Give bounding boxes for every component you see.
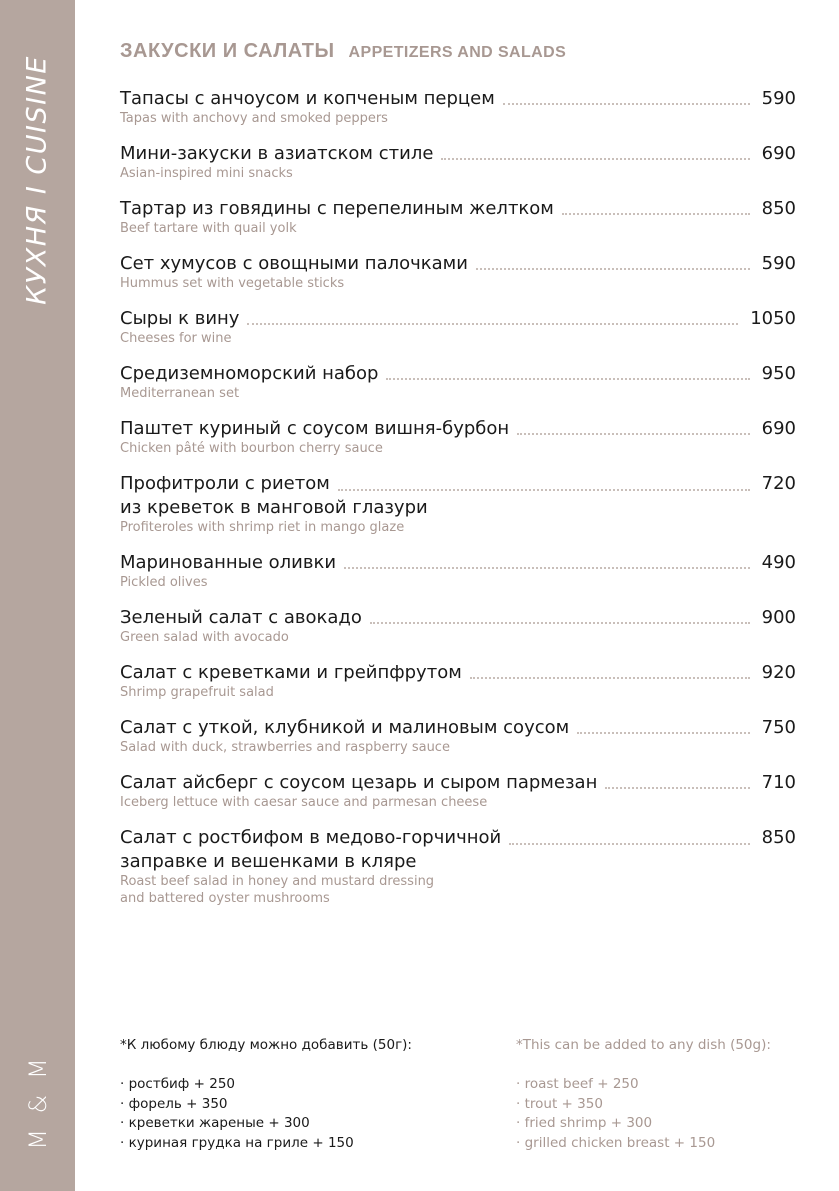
dot-leader <box>577 732 749 734</box>
menu-item <box>120 87 796 127</box>
menu-item <box>120 252 796 292</box>
item-name-en: Mediterranean set <box>120 386 240 401</box>
item-name-en: Asian-inspired mini snacks <box>120 166 293 181</box>
item-name-ru: Сыры к вину <box>120 308 240 329</box>
menu-item <box>120 716 796 756</box>
item-price: 710 <box>761 772 796 793</box>
item-name-en: Chicken pâté with bourbon cherry sauce <box>120 441 383 456</box>
addon-item: · trout + 350 <box>516 1095 771 1115</box>
menu-item <box>120 771 796 811</box>
addons-list-en <box>516 1075 771 1153</box>
item-name-en: Profiteroles with shrimp riet in mango glaze <box>120 520 405 535</box>
item-price: 590 <box>761 253 796 274</box>
item-name-ru: Маринованные оливки <box>120 552 337 573</box>
addon-item: · ростбиф + 250 <box>120 1075 412 1095</box>
item-price: 690 <box>761 418 796 439</box>
item-name-en: Beef tartare with quail yolk <box>120 221 297 236</box>
dot-leader <box>562 213 750 215</box>
item-price: 720 <box>761 473 796 494</box>
menu-item <box>120 142 796 182</box>
item-name-en: Cheeses for wine <box>120 331 232 346</box>
dot-leader <box>503 103 750 105</box>
item-name-ru: Мини-закуски в азиатском стиле <box>120 143 434 164</box>
menu-item <box>120 826 796 907</box>
item-name-ru-line2: заправке и вешенками в кляре <box>120 851 417 872</box>
menu-item <box>120 472 796 536</box>
heading-ru: ЗАКУСКИ И САЛАТЫ <box>120 40 335 62</box>
item-price: 900 <box>761 607 796 628</box>
menu-item <box>120 417 796 457</box>
item-price: 690 <box>761 143 796 164</box>
menu-item <box>120 551 796 591</box>
item-price: 920 <box>761 662 796 683</box>
dot-leader <box>476 268 750 270</box>
addon-item: · fried shrimp + 300 <box>516 1114 771 1134</box>
addon-item: · форель + 350 <box>120 1095 412 1115</box>
menu-item <box>120 307 796 347</box>
item-price: 1050 <box>750 308 796 329</box>
item-price: 850 <box>761 827 796 848</box>
item-name-ru-line2: из креветок в манговой глазури <box>120 497 428 518</box>
dot-leader <box>470 677 750 679</box>
item-name-en: Pickled olives <box>120 575 208 590</box>
item-price: 950 <box>761 363 796 384</box>
sidebar <box>0 0 75 1191</box>
dot-leader <box>517 433 749 435</box>
item-name-en: Salad with duck, strawberries and raspberry sauce <box>120 740 450 755</box>
page-heading <box>120 40 566 63</box>
item-name-ru-line1: Профитроли с риетом <box>120 473 330 494</box>
dot-leader <box>509 843 749 845</box>
item-name-en: Green salad with avocado <box>120 630 289 645</box>
dot-leader <box>441 158 749 160</box>
brand-logo: M & M <box>24 1054 52 1150</box>
item-name-ru: Тартар из говядины с перепелиным желтком <box>120 198 554 219</box>
addons-title-ru: *К любому блюду можно добавить (50г): <box>120 1037 412 1053</box>
dot-leader <box>344 567 750 569</box>
dot-leader <box>247 323 738 325</box>
item-name-en-line2: and battered oyster mushrooms <box>120 891 330 906</box>
addon-item: · креветки жареные + 300 <box>120 1114 412 1134</box>
item-name-ru: Салат с уткой, клубникой и малиновым соусом <box>120 717 570 738</box>
dot-leader <box>605 787 749 789</box>
item-name-ru: Паштет куриный с соусом вишня-бурбон <box>120 418 510 439</box>
item-name-ru-line1: Салат с ростбифом в медово-горчичной <box>120 827 502 848</box>
item-price: 850 <box>761 198 796 219</box>
addons-ru <box>120 1036 412 1153</box>
addons-en <box>516 1036 771 1153</box>
addons-title-en: *This can be added to any dish (50g): <box>516 1037 771 1053</box>
dot-leader <box>386 378 749 380</box>
item-name-ru: Тапасы с анчоусом и копченым перцем <box>120 88 495 109</box>
addons-list-ru <box>120 1075 412 1153</box>
item-price: 590 <box>761 88 796 109</box>
addon-item: · grilled chicken breast + 150 <box>516 1134 771 1154</box>
item-price: 490 <box>761 552 796 573</box>
menu-item <box>120 362 796 402</box>
item-name-ru: Зеленый салат с авокадо <box>120 607 362 628</box>
addon-item: · куриная грудка на гриле + 150 <box>120 1134 412 1154</box>
menu-item <box>120 661 796 701</box>
heading-en: APPETIZERS AND SALADS <box>348 44 567 61</box>
menu-item <box>120 606 796 646</box>
menu-list <box>120 87 796 922</box>
item-name-en: Tapas with anchovy and smoked peppers <box>120 111 388 126</box>
item-name-en: Shrimp grapefruit salad <box>120 685 274 700</box>
item-name-ru: Средиземноморский набор <box>120 363 379 384</box>
item-name-ru: Салат айсберг с соусом цезарь и сыром пармезан <box>120 772 598 793</box>
item-name-en-line1: Roast beef salad in honey and mustard dressing <box>120 874 435 889</box>
item-name-ru: Салат с креветками и грейпфрутом <box>120 662 462 683</box>
item-name-ru: Сет хумусов с овощными палочками <box>120 253 468 274</box>
section-title-vertical: КУХНЯ I CUISINE <box>21 55 53 305</box>
dot-leader <box>338 489 750 491</box>
menu-item <box>120 197 796 237</box>
item-name-en: Hummus set with vegetable sticks <box>120 276 345 291</box>
item-price: 750 <box>761 717 796 738</box>
addon-item: · roast beef + 250 <box>516 1075 771 1095</box>
dot-leader <box>370 622 750 624</box>
item-name-en: Iceberg lettuce with caesar sauce and parmesan cheese <box>120 795 488 810</box>
